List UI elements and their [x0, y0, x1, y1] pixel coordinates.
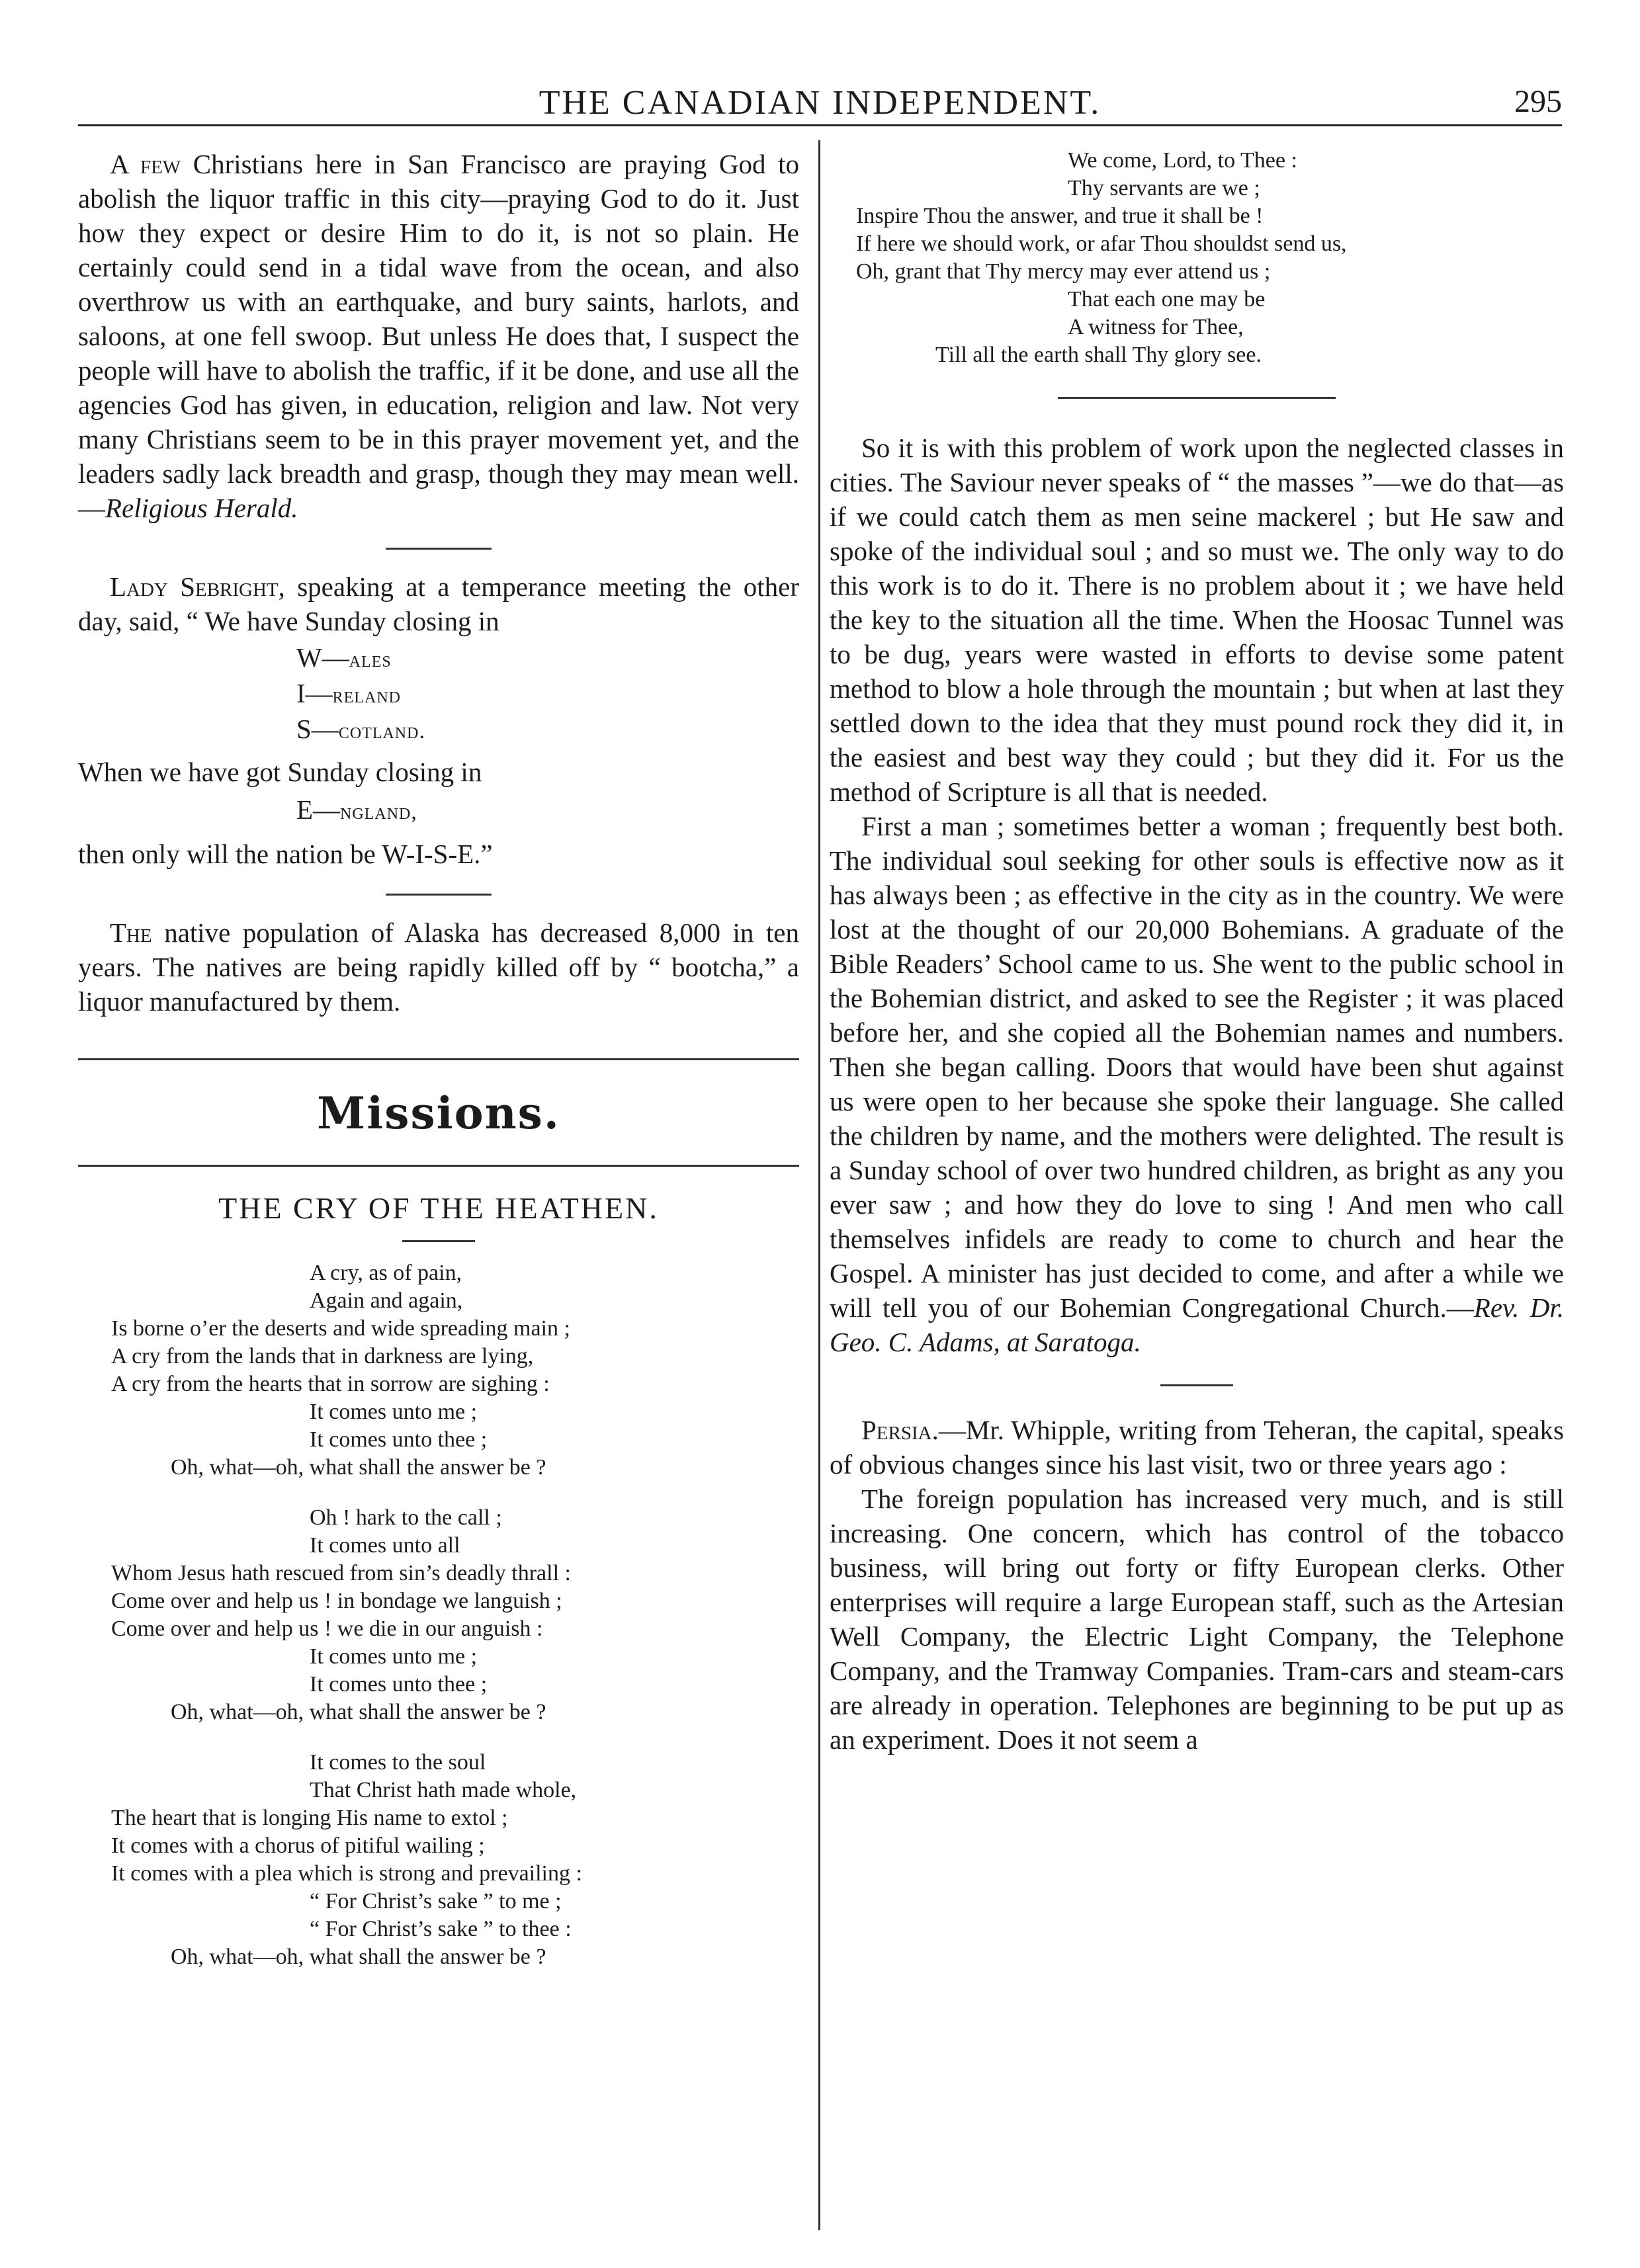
paragraph-persia [830, 1413, 1564, 1482]
lead-word: The [110, 917, 152, 948]
acrostic-list [78, 641, 799, 748]
verse-line: Thy servants are we ; [1068, 176, 1260, 200]
verse-line: The heart that is longing His name to extol ; [111, 1806, 508, 1830]
page-header [78, 78, 1562, 126]
verse-line: A cry from the hearts that in sorrow are sighing : [111, 1372, 550, 1396]
poem-stanza [78, 1259, 799, 1482]
separator-rule [402, 1240, 475, 1242]
verse-line: Oh, what—oh, what shall the answer be ? [171, 1455, 546, 1480]
paragraph-text: native population of Alaska has decreased 8,000 in ten years. The natives are being rapidly killed off by “ bootcha,” a liquor manufactured by them. [78, 917, 799, 1017]
acrostic-line: I—reland [296, 678, 401, 708]
attribution: Rev. Dr. Geo. C. Adams, at Saratoga. [830, 1292, 1564, 1357]
paragraph-text: First a man ; sometimes better a woman ; frequently best both. The individual soul seeking for other souls is effective now as it has always been ; as effective in the city as in the country. We were lost at the thought of our 20,000 Bohemians. A graduate of the Bible Readers’ School came to us. She went to the public school in the Bohemian district, and asked to see the Register ; it was placed before her, and she copied all the Bohemian names and numbers. Then she began calling. Doors that would have been shut against us were open to her because she spoke their language. She called the children by name, and the mothers were delighted. The result is a Sunday school of over two hundred children, as bright as any you ever saw ; and how they do love to sing ! And men who call themselves infidels are ready to come to church and hear the Gospel. A minister has just decided to come, and after a while we will tell you of our Bohemian Congregational Church.— [830, 811, 1564, 1323]
section-heading: Missions. [317, 1087, 560, 1139]
verse-line: It comes with a chorus of pitiful wailing ; [111, 1833, 485, 1858]
right-column [830, 147, 1564, 1757]
poem-stanza [78, 1504, 799, 1726]
paragraph-masses [830, 431, 1564, 809]
verse-line: Oh, what—oh, what shall the answer be ? [171, 1945, 546, 1969]
paragraph-bohemians [830, 809, 1564, 1359]
poem-continuation [830, 147, 1564, 369]
poem-title: THE CRY OF THE HEATHEN. [218, 1191, 659, 1225]
paragraph-text: speaking at a temperance meeting the other day, said, “ We have Sunday closing in [78, 571, 799, 636]
verse-line: It comes unto all [310, 1533, 460, 1558]
acrostic-line: W—ales [296, 642, 392, 673]
verse-line: It comes to the soul [310, 1750, 486, 1775]
verse-line: It comes unto me ; [310, 1644, 478, 1669]
lead-word: A few [110, 149, 181, 179]
verse-line: It comes unto thee ; [310, 1427, 488, 1452]
journal-title: THE CANADIAN INDEPENDENT. [539, 84, 1101, 122]
verse-line: Inspire Thou the answer, and true it shall be ! [856, 204, 1264, 228]
paragraph-text: then only will the nation be W-I-S-E.” [78, 839, 493, 869]
lead-word: Lady Sebright, [110, 571, 285, 602]
verse-line: Come over and help us ! we die in our anguish : [111, 1617, 543, 1641]
verse-line: Till all the earth shall Thy glory see. [935, 343, 1262, 367]
verse-line: Is borne o’er the deserts and wide spreading main ; [111, 1316, 570, 1341]
paragraph-text: So it is with this problem of work upon the neglected classes in cities. The Saviour never speaks of “ the masses ”—we do that—as if we could catch them as men seine mackerel ; but He saw and spoke of the individual soul ; and so must we. The only way to do this work is to do it. There is no problem about it ; we have held the key to the situation all the time. When the Hoosac Tunnel was to be dug, years were wasted in efforts to devise some patent method to blow a hole through the mountain ; but when at last they settled down to the idea that they must pound rock they did it, in the easiest and best way they could ; but they did it. For us the method of Scripture is all that is needed. [830, 433, 1564, 807]
verse-line: Come over and help us ! in bondage we languish ; [111, 1589, 562, 1613]
verse-line: A cry, as of pain, [310, 1261, 462, 1285]
verse-line: Oh, grant that Thy mercy may ever attend us ; [856, 259, 1271, 284]
poem-stanza [78, 1749, 799, 1971]
verse-line: That each one may be [1068, 287, 1266, 312]
column-divider [818, 140, 820, 2230]
verse-line: That Christ hath made whole, [310, 1778, 577, 1802]
separator-rule [1160, 1384, 1233, 1386]
page-number: 295 [1514, 84, 1562, 119]
verse-line: It comes with a plea which is strong and prevailing : [111, 1861, 582, 1886]
verse-line: Whom Jesus hath rescued from sin’s deadly thrall : [111, 1561, 571, 1585]
paragraph-foreign-population [830, 1482, 1564, 1757]
lead-word: Persia. [861, 1415, 939, 1445]
verse-line: A cry from the lands that in darkness are lying, [111, 1344, 534, 1368]
section-rule-bottom [78, 1165, 799, 1167]
acrostic-line: S—cotland. [296, 714, 425, 744]
paragraph-san-francisco [78, 147, 799, 525]
paragraph-text: The foreign population has increased very much, and is still increasing. One concern, which has control of the tobacco business, will bring out forty or fifty European clerks. Other enterprises will require a large European staff, such as the Artesian Well Company, the Electric Light Company, the Telephone Company, and the Tramway Companies. Tram-cars and steam-cars are already in operation. Telephones are beginning to be put up as an experiment. Does it not seem a [830, 1484, 1564, 1755]
separator-rule [1058, 397, 1336, 399]
verse-line: “ For Christ’s sake ” to me ; [310, 1889, 562, 1913]
verse-line: It comes unto me ; [310, 1400, 478, 1424]
verse-line: It comes unto thee ; [310, 1672, 488, 1697]
verse-line: We come, Lord, to Thee : [1068, 148, 1297, 173]
paragraph-text: Christians here in San Francisco are praying God to abolish the liquor traffic in this city—praying God to do it. Just how they expect or desire Him to do it, is not so plain. He certainly could send in a tidal wave from the ocean, and also overthrow us with an earthquake, and bury saints, harlots, and saloons, at one fell swoop. But unless He does that, I suspect the people will have to abolish the traffic, if it be done, and use all the agencies God has given, in education, religion and law. Not very many Christians seem to be in this prayer movement yet, and the leaders sadly lack breadth and grasp, though they may mean well.— [78, 149, 799, 523]
verse-line: Again and again, [310, 1288, 463, 1313]
verse-line: Oh ! hark to the call ; [310, 1505, 502, 1530]
left-column [78, 147, 799, 1971]
poem [78, 1259, 799, 1971]
verse-line: Oh, what—oh, what shall the answer be ? [171, 1700, 546, 1724]
paragraph-text: When we have got Sunday closing in [78, 757, 482, 787]
attribution: Religious Herald. [105, 493, 298, 523]
section-rule-top [78, 1058, 799, 1060]
verse-line: If here we should work, or afar Thou shouldst send us, [856, 231, 1347, 256]
acrostic-line: E—ngland, [296, 794, 417, 825]
verse-line: “ For Christ’s sake ” to thee : [310, 1917, 572, 1941]
verse-line: A witness for Thee, [1068, 315, 1244, 339]
separator-rule [386, 548, 492, 550]
paragraph-text: —Mr. Whipple, writing from Teheran, the capital, speaks of obvious changes since his last visit, two or three years ago : [830, 1415, 1564, 1480]
paragraph-alaska [78, 915, 799, 1019]
separator-rule [386, 894, 492, 896]
paragraph-lady-sebright [78, 569, 799, 638]
